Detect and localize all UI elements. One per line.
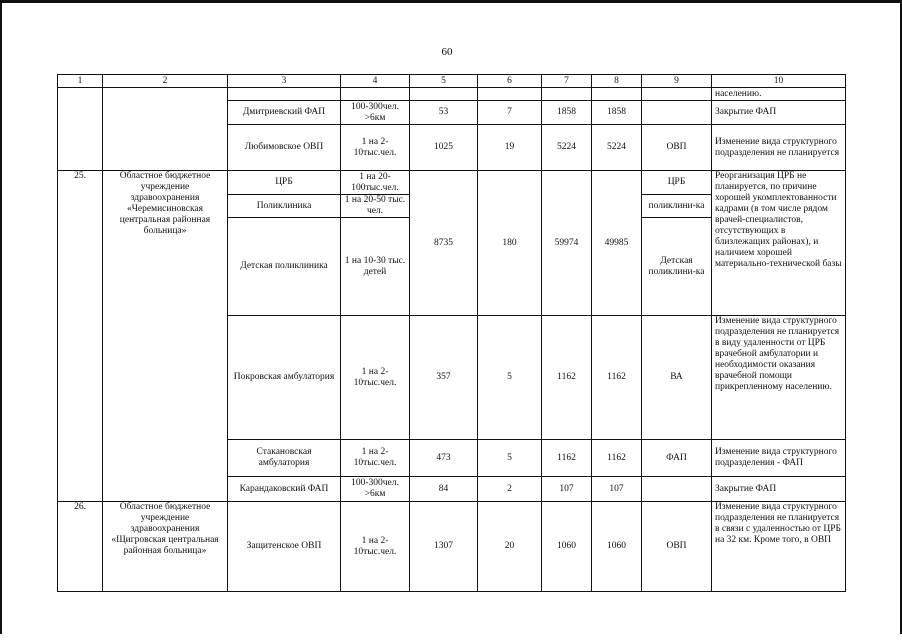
cell-value: 53 bbox=[410, 101, 478, 125]
cell-value: 1307 bbox=[410, 502, 478, 592]
cell-comment: Изменение вида структурного подразделения - ФАП bbox=[712, 440, 846, 477]
cell-value: 1858 bbox=[542, 101, 592, 125]
cell-value: 1162 bbox=[542, 316, 592, 440]
scan-border-top bbox=[0, 0, 902, 3]
cell-value: 180 bbox=[478, 171, 542, 316]
cell-unit: ЦРБ bbox=[228, 171, 341, 195]
cell-value: 1162 bbox=[592, 316, 642, 440]
cell-norm: 100-300чел. >6км bbox=[341, 101, 410, 125]
cell-value: 473 bbox=[410, 440, 478, 477]
column-number: 8 bbox=[592, 75, 642, 88]
cell-type bbox=[642, 101, 712, 125]
cell-norm: 100-300чел. >6км bbox=[341, 477, 410, 502]
cell-unit: Детская поликлиника bbox=[228, 218, 341, 316]
cell-institution bbox=[103, 88, 228, 171]
cell-type: ФАП bbox=[642, 440, 712, 477]
cell-value bbox=[592, 88, 642, 101]
cell-value: 1025 bbox=[410, 125, 478, 171]
cell-norm: 1 на 2-10тыс.чел. bbox=[341, 502, 410, 592]
cell-type bbox=[642, 477, 712, 502]
cell-norm: 1 на 20-50 тыс. чел. bbox=[341, 195, 410, 218]
cell-type: поликлини-ка bbox=[642, 195, 712, 218]
column-number: 1 bbox=[58, 75, 103, 88]
cell-unit: Карандаковский ФАП bbox=[228, 477, 341, 502]
cell-value: 1060 bbox=[592, 502, 642, 592]
page-bottom-edge bbox=[0, 634, 902, 640]
cell-value: 7 bbox=[478, 101, 542, 125]
cell-value: 2 bbox=[478, 477, 542, 502]
cell-value bbox=[478, 88, 542, 101]
cell-value: 1060 bbox=[542, 502, 592, 592]
cell-value: 107 bbox=[592, 477, 642, 502]
cell-norm: 1 на 2-10тыс.чел. bbox=[341, 125, 410, 171]
cell-value bbox=[542, 88, 592, 101]
cell-type: Детская поликлини-ка bbox=[642, 218, 712, 316]
cell-comment: Изменение вида структурного подразделения не планируется в связи с удаленностью от ЦРБ на 32 км. Кроме того, в ОВП bbox=[712, 502, 846, 592]
table-row bbox=[58, 171, 846, 195]
cell-comment: Закрытие ФАП bbox=[712, 477, 846, 502]
cell-comment: Закрытие ФАП bbox=[712, 101, 846, 125]
cell-value bbox=[410, 88, 478, 101]
column-number: 3 bbox=[228, 75, 341, 88]
cell-value: 49985 bbox=[592, 171, 642, 316]
cell-value: 8735 bbox=[410, 171, 478, 316]
cell-value: 84 bbox=[410, 477, 478, 502]
cell-value: 357 bbox=[410, 316, 478, 440]
cell-value: 107 bbox=[542, 477, 592, 502]
column-number: 7 bbox=[542, 75, 592, 88]
cell-norm: 1 на 20-100тыс.чел. bbox=[341, 171, 410, 195]
cell-type: ЦРБ bbox=[642, 171, 712, 195]
cell-norm bbox=[341, 88, 410, 101]
cell-value: 5 bbox=[478, 440, 542, 477]
cell-unit: Поликлиника bbox=[228, 195, 341, 218]
cell-value: 5224 bbox=[542, 125, 592, 171]
cell-comment: Реорганизация ЦРБ не планируется, по причине хорошей укомплектованности кадрами (в том числе рядом врачей-специалистов, отсутствующих в близлежащих районах), и наличием хорошей материально-технической базы bbox=[712, 171, 846, 316]
cell-value: 19 bbox=[478, 125, 542, 171]
cell-unit: Дмитриевский ФАП bbox=[228, 101, 341, 125]
cell-value: 5224 bbox=[592, 125, 642, 171]
page-number: 60 bbox=[441, 46, 453, 58]
cell-type bbox=[642, 88, 712, 101]
cell-value: 1162 bbox=[592, 440, 642, 477]
column-number: 10 bbox=[712, 75, 846, 88]
cell-value: 20 bbox=[478, 502, 542, 592]
cell-comment: Изменение вида структурного подразделения не планируется bbox=[712, 125, 846, 171]
cell-norm: 1 на 2-10тыс.чел. bbox=[341, 440, 410, 477]
cell-unit: Защитенское ОВП bbox=[228, 502, 341, 592]
cell-value: 59974 bbox=[542, 171, 592, 316]
cell-number: 26. bbox=[58, 502, 103, 592]
cell-number bbox=[58, 88, 103, 171]
cell-norm: 1 на 2-10тыс.чел. bbox=[341, 316, 410, 440]
cell-institution: Областное бюджетное учреждение здравоохранения «Черемисиновская центральная районная больница» bbox=[103, 171, 228, 502]
cell-type: ОВП bbox=[642, 502, 712, 592]
cell-unit: Стакановская амбулатория bbox=[228, 440, 341, 477]
column-number: 4 bbox=[341, 75, 410, 88]
column-number: 5 bbox=[410, 75, 478, 88]
cell-type: ОВП bbox=[642, 125, 712, 171]
scan-border-left bbox=[0, 0, 2, 640]
cell-value: 1858 bbox=[592, 101, 642, 125]
cell-norm: 1 на 10-30 тыс. детей bbox=[341, 218, 410, 316]
table-row bbox=[58, 88, 846, 101]
cell-unit: Любимовское ОВП bbox=[228, 125, 341, 171]
column-number: 2 bbox=[103, 75, 228, 88]
cell-type: ВА bbox=[642, 316, 712, 440]
cell-value: 1162 bbox=[542, 440, 592, 477]
cell-number: 25. bbox=[58, 171, 103, 502]
column-number: 6 bbox=[478, 75, 542, 88]
column-number-row bbox=[58, 75, 846, 88]
cell-unit: Покровская амбулатория bbox=[228, 316, 341, 440]
cell-unit bbox=[228, 88, 341, 101]
cell-institution: Областное бюджетное учреждение здравоохранения «Щигровская центральная районная больница» bbox=[103, 502, 228, 592]
cell-value: 5 bbox=[478, 316, 542, 440]
cell-comment: населению. bbox=[712, 88, 846, 101]
table-row bbox=[58, 502, 846, 592]
facilities-table bbox=[57, 74, 846, 592]
cell-comment: Изменение вида структурного подразделения не планируется в виду удаленности от ЦРБ врачебной амбулатории и необходимости оказания врачебной помощи прикрепленному населению. bbox=[712, 316, 846, 440]
column-number: 9 bbox=[642, 75, 712, 88]
